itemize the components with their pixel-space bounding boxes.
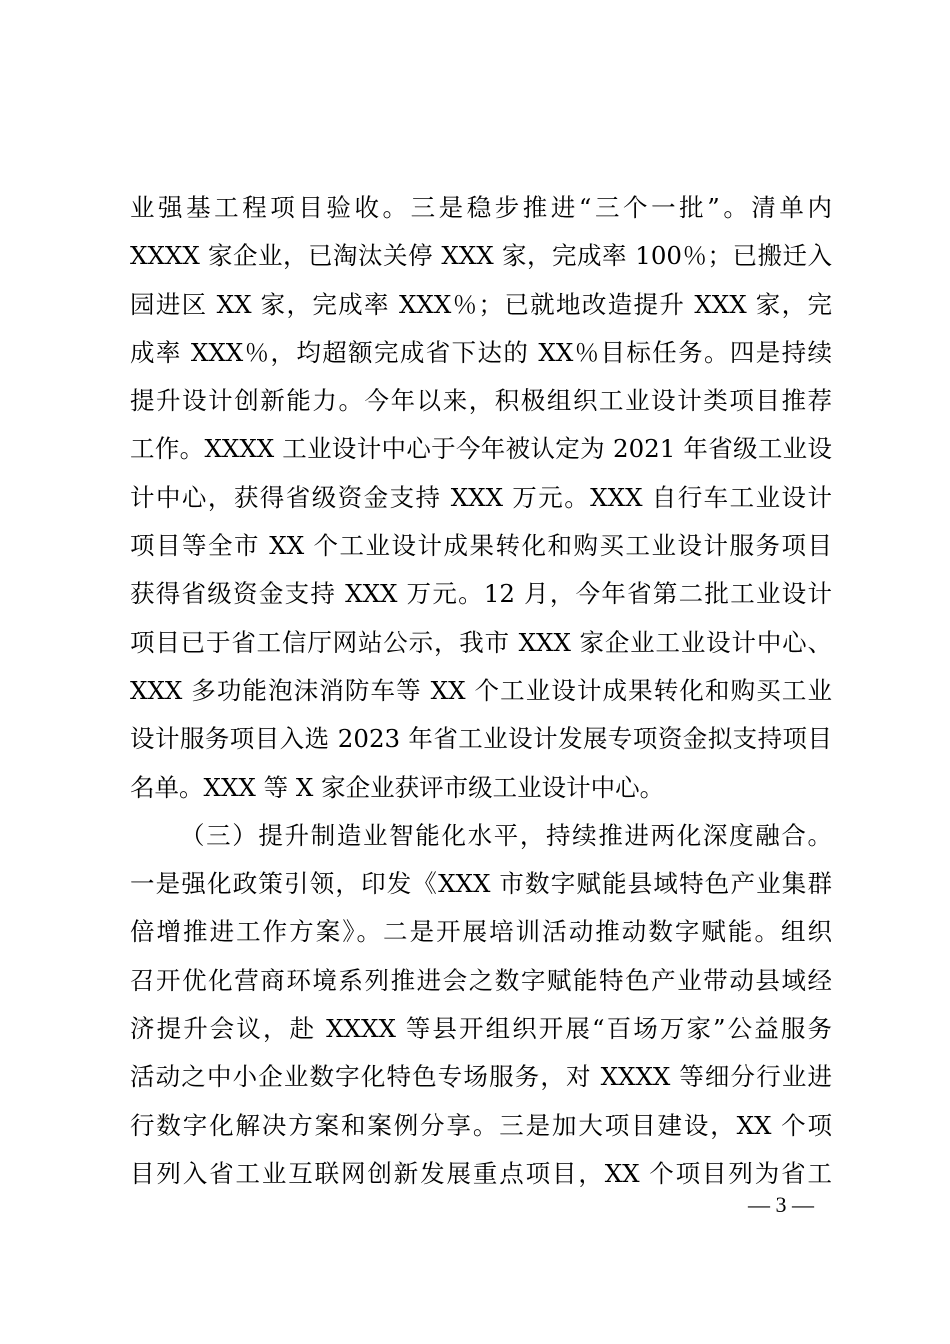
text-line: XXXX 家企业，已淘汰关停 XXX 家，完成率 100％；已搬迁入 bbox=[130, 241, 832, 271]
text-line: 项目已于省工信厅网站公示，我市 XXX 家企业工业设计中心、 bbox=[130, 627, 832, 657]
text-line: 工作。XXXX 工业设计中心于今年被认定为 2021 年省级工业设 bbox=[130, 434, 832, 464]
text-line: 提升设计创新能力。今年以来，积极组织工业设计类项目推荐 bbox=[130, 386, 832, 416]
text-line: 园进区 XX 家，完成率 XXX％；已就地改造提升 XXX 家，完 bbox=[130, 289, 832, 319]
text-line: 成率 XXX％，均超额完成省下达的 XX％目标任务。四是持续 bbox=[130, 337, 832, 367]
text-line: XXX 多功能泡沫消防车等 XX 个工业设计成果转化和购买工业 bbox=[130, 675, 832, 705]
text-line: 济提升会议，赴 XXXX 等县开组织开展“百场万家”公益服务 bbox=[130, 1014, 832, 1044]
body-text bbox=[130, 184, 832, 1198]
text-line: 目列入省工业互联网创新发展重点项目，XX 个项目列为省工 bbox=[130, 1158, 832, 1188]
text-line: 一是强化政策引领，印发《XXX 市数字赋能县域特色产业集群 bbox=[130, 869, 832, 899]
section-heading-line: （三）提升制造业智能化水平，持续推进两化深度融合。 bbox=[180, 820, 832, 850]
paragraph-end-line: 名单。XXX 等 X 家企业获评市级工业设计中心。 bbox=[130, 772, 665, 802]
text-line: 项目等全市 XX 个工业设计成果转化和购买工业设计服务项目 bbox=[130, 531, 832, 561]
text-line: 活动之中小企业数字化特色专场服务，对 XXXX 等细分行业进 bbox=[130, 1062, 832, 1092]
text-line: 计中心，获得省级资金支持 XXX 万元。XXX 自行车工业设计 bbox=[130, 482, 832, 512]
text-line: 倍增推进工作方案》。二是开展培训活动推动数字赋能。组织 bbox=[130, 917, 832, 947]
text-line: 行数字化解决方案和案例分享。三是加大项目建设，XX 个项 bbox=[130, 1110, 832, 1140]
text-line: 获得省级资金支持 XXX 万元。12 月，今年省第二批工业设计 bbox=[130, 579, 832, 609]
text-line: 召开优化营商环境系列推进会之数字赋能特色产业带动县域经 bbox=[130, 965, 832, 995]
page-number: — 3 — bbox=[748, 1192, 814, 1217]
text-line: 业强基工程项目验收。三是稳步推进“三个一批”。清单内 bbox=[130, 193, 832, 222]
text-line: 设计服务项目入选 2023 年省工业设计发展专项资金拟支持项目 bbox=[130, 724, 832, 754]
